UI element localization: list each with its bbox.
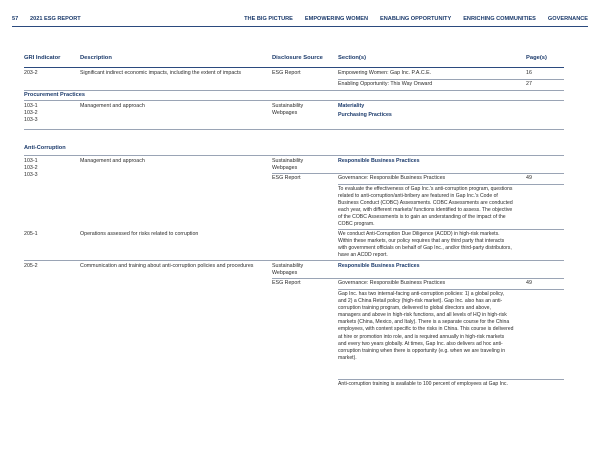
source-line: Webpages bbox=[272, 270, 298, 277]
description: Management and approach bbox=[80, 158, 145, 164]
source bbox=[272, 158, 303, 172]
col-sections: Section(s) bbox=[338, 55, 367, 61]
indicator-103-3: 103-3 bbox=[24, 172, 38, 179]
row-divider bbox=[24, 129, 564, 130]
indicator-205-1: 205-1 bbox=[24, 231, 38, 237]
description: Communication and training about anti-corruption policies and procedures bbox=[80, 263, 254, 269]
row-divider bbox=[24, 100, 564, 101]
source-line: Sustainability bbox=[272, 103, 304, 109]
source-line: Webpages bbox=[272, 110, 298, 117]
row-divider bbox=[338, 184, 564, 185]
table-header bbox=[24, 55, 564, 67]
indicator-103-1: 103-1 bbox=[24, 103, 38, 109]
page-ref: 27 bbox=[526, 81, 532, 87]
indicator-list bbox=[24, 103, 38, 125]
row-divider bbox=[272, 278, 564, 279]
row-divider bbox=[24, 260, 564, 261]
description: Operations assessed for risks related to corruption bbox=[80, 231, 199, 237]
page-ref: 49 bbox=[526, 280, 532, 286]
header-divider bbox=[24, 67, 564, 68]
page-ref: 16 bbox=[526, 70, 532, 76]
section-link[interactable]: Empowering Women: Gap Inc. P.A.C.E. bbox=[338, 70, 432, 76]
indicator-103-3: 103-3 bbox=[24, 117, 38, 124]
nav-empowering-women[interactable]: EMPOWERING WOMEN bbox=[304, 16, 369, 22]
row-divider bbox=[24, 90, 564, 91]
training-availability: Anti-corruption training is available to 100 percent of employees at Gap Inc. bbox=[338, 381, 508, 387]
link-responsible-business[interactable]: Responsible Business Practices bbox=[338, 158, 420, 164]
row-divider bbox=[338, 379, 564, 380]
training-paragraph: Gap Inc. has two internal-facing anti-corruption policies: 1) a global policy, and 2) a China Retail policy (high-risk market). Gap Inc. also has an anti-corruption training program, delivered to global directors and above, managers and above in high-risk functions, and all levels of HQ in high-risk markets (China, Mexico, and Italy). There is a separate course for the China employees, with content specific to the risks in China. This course is delivered at hire or promotion into role, and is required annually in high-risk markets and every two years globally. At times, Gap Inc. also delivers ad hoc anti-corruption training when there is opportunity (e.g. when we are traveling in market). bbox=[338, 291, 514, 361]
row-divider bbox=[338, 289, 564, 290]
source-line: Webpages bbox=[272, 165, 298, 172]
top-nav bbox=[244, 16, 588, 22]
source-line: Sustainability bbox=[272, 158, 304, 164]
nav-enabling-opportunity[interactable]: ENABLING OPPORTUNITY bbox=[380, 16, 452, 22]
report-title: 2021 ESG REPORT bbox=[30, 16, 81, 22]
section-links bbox=[338, 103, 392, 119]
source: ESG Report bbox=[272, 175, 301, 181]
indicator-205-2: 205-2 bbox=[24, 263, 38, 269]
source bbox=[272, 103, 303, 117]
row-divider bbox=[338, 229, 564, 230]
indicator-103-2: 103-2 bbox=[24, 110, 38, 117]
section-link[interactable]: Governance: Responsible Business Practices bbox=[338, 280, 446, 286]
link-materiality[interactable]: Materiality bbox=[338, 103, 365, 109]
link-responsible-business[interactable]: Responsible Business Practices bbox=[338, 263, 420, 269]
top-bar bbox=[12, 16, 588, 26]
page-number: 57 bbox=[12, 16, 19, 22]
col-gri-indicator: GRI Indicator bbox=[24, 55, 61, 61]
source bbox=[272, 263, 303, 277]
row-divider bbox=[24, 155, 564, 156]
row-divider bbox=[338, 79, 564, 80]
description: Significant indirect economic impacts, including the extent of impacts bbox=[80, 70, 242, 76]
source-line: Sustainability bbox=[272, 263, 304, 269]
col-pages: Page(s) bbox=[526, 55, 547, 61]
indicator-103-2: 103-2 bbox=[24, 165, 38, 172]
col-description: Description bbox=[80, 55, 112, 61]
indicator-103-1: 103-1 bbox=[24, 158, 38, 164]
indicator-list bbox=[24, 158, 38, 180]
link-purchasing-practices[interactable]: Purchasing Practices bbox=[338, 112, 392, 119]
indicator-203-2: 203-2 bbox=[24, 70, 38, 76]
col-disclosure-source: Disclosure Source bbox=[272, 55, 323, 61]
cobc-paragraph: To evaluate the effectiveness of Gap Inc.'s anti-corruption program, questions related to anti-corruption/anti-bribery are featured in Gap Inc.'s Code of Business Conduct (COBC) Assessments. COBC Assessments are conducted each year, with different markets/ functions identified to assess. The objective of the COBC Assessments is to gain an understanding of the impact of the COBC program. bbox=[338, 186, 513, 228]
nav-governance[interactable]: GOVERNANCE bbox=[547, 16, 588, 22]
nav-enriching-communities[interactable]: ENRICHING COMMUNITIES bbox=[463, 16, 536, 22]
section-anti-corruption: Anti-Corruption bbox=[24, 145, 66, 151]
section-link[interactable]: Enabling Opportunity: This Way Onward bbox=[338, 81, 433, 87]
row-divider bbox=[272, 173, 564, 174]
nav-big-picture[interactable]: THE BIG PICTURE bbox=[244, 16, 293, 22]
acdd-paragraph: We conduct Anti-Corruption Due Diligence (ACDD) in high-risk markets. Within these markets, our policy requires that any third party that interacts with government officials on behalf of Gap Inc., and/or third-party distributors, have an ACDD report. bbox=[338, 231, 512, 259]
description: Management and approach bbox=[80, 103, 145, 109]
top-divider bbox=[12, 26, 588, 27]
page-ref: 49 bbox=[526, 175, 532, 181]
section-procurement: Procurement Practices bbox=[24, 92, 85, 98]
source: ESG Report bbox=[272, 70, 301, 76]
source: ESG Report bbox=[272, 280, 301, 286]
section-link[interactable]: Governance: Responsible Business Practices bbox=[338, 175, 446, 181]
